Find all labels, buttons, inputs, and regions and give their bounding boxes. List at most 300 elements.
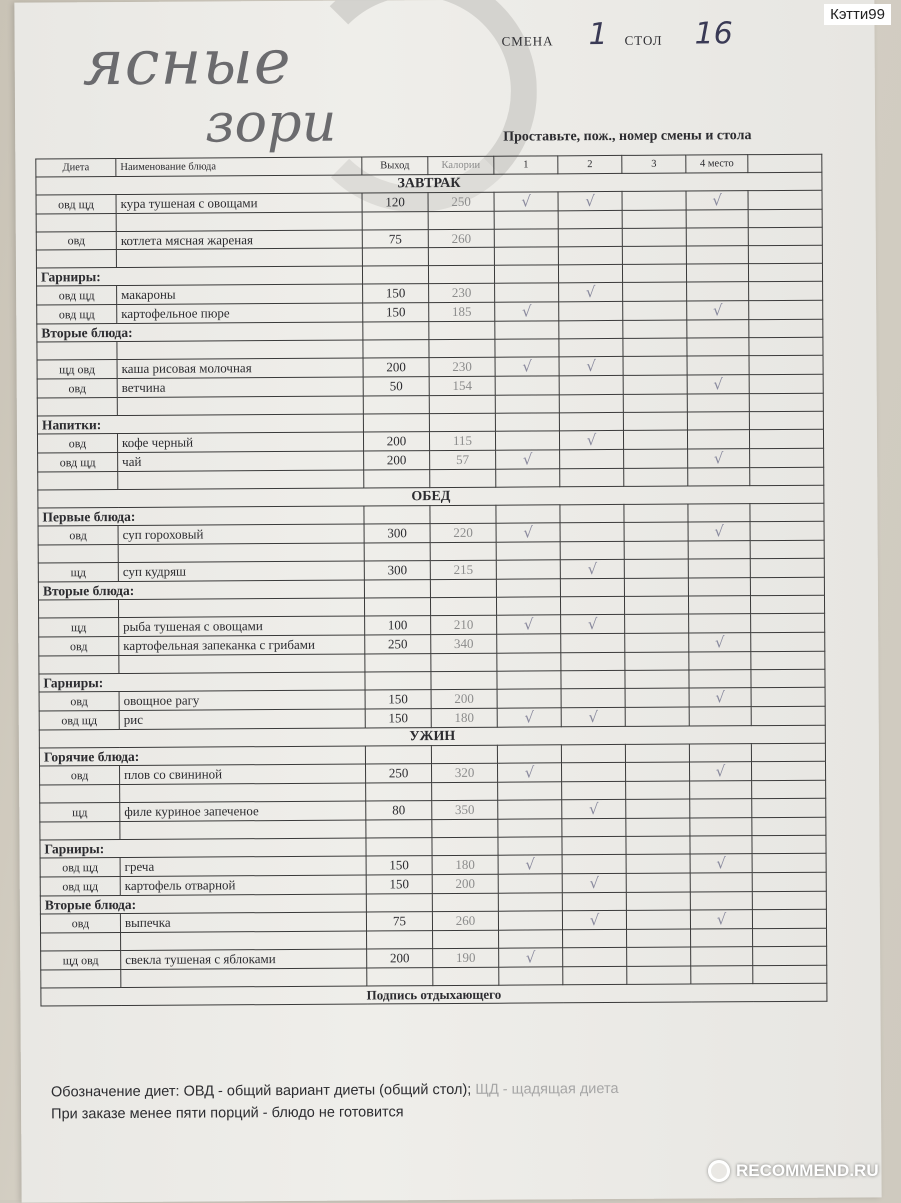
- menu-sheet: [14, 0, 881, 1203]
- empty-cell: [496, 469, 560, 487]
- empty-cell: [560, 596, 624, 614]
- header-seat-4: 4 место: [686, 155, 748, 173]
- seat-3-checkbox[interactable]: [626, 910, 690, 929]
- dish-name: картофельная запеканка с грибами: [119, 635, 365, 656]
- seat-2-checkbox[interactable]: √: [559, 356, 623, 375]
- empty-cell: [558, 246, 622, 264]
- dish-output: 150: [363, 303, 429, 322]
- empty-cell: [36, 214, 116, 232]
- seat-4-checkbox[interactable]: [688, 559, 750, 578]
- seat-4-checkbox[interactable]: √: [689, 688, 751, 707]
- dish-name: овощное рагу: [119, 690, 365, 711]
- seat-4-checkbox[interactable]: √: [689, 762, 751, 781]
- empty-cell: [365, 654, 431, 672]
- seat-2-checkbox[interactable]: √: [559, 430, 623, 449]
- empty-cell: [690, 781, 752, 799]
- dish-calories: 340: [431, 634, 497, 653]
- empty-cell: [751, 743, 825, 761]
- instruction-text: Проставьте, пож., номер смены и стола: [503, 128, 752, 145]
- seat-3-checkbox[interactable]: [625, 707, 689, 726]
- empty-cell: [750, 558, 824, 577]
- seat-2-checkbox[interactable]: [558, 228, 622, 246]
- empty-cell: [623, 412, 687, 430]
- seat-3-checkbox[interactable]: [627, 947, 691, 966]
- empty-cell: [687, 320, 749, 338]
- seat-4-checkbox[interactable]: √: [688, 522, 750, 541]
- empty-cell: [691, 929, 753, 947]
- empty-cell: [687, 338, 749, 356]
- header-extra: [748, 154, 822, 172]
- empty-cell: [690, 836, 752, 854]
- empty-cell: [40, 822, 120, 840]
- seat-1-checkbox[interactable]: [495, 431, 559, 450]
- empty-cell: [366, 894, 432, 912]
- dish-category-title: Первые блюда:: [38, 506, 364, 526]
- dish-diet: овд щд: [39, 711, 119, 730]
- empty-cell: [498, 782, 562, 800]
- dish-calories: 115: [429, 431, 495, 450]
- dish-diet: овд щд: [40, 877, 120, 896]
- empty-cell: [749, 281, 823, 300]
- seat-4-checkbox[interactable]: [687, 282, 749, 301]
- empty-cell: [428, 211, 494, 229]
- empty-cell: [40, 785, 120, 803]
- header-output: Выход: [362, 157, 428, 175]
- empty-cell: [749, 319, 823, 337]
- seat-2-checkbox[interactable]: [560, 522, 624, 541]
- empty-cell: [627, 966, 691, 984]
- dish-output: 300: [364, 524, 430, 543]
- empty-cell: [748, 263, 822, 281]
- seat-1-checkbox[interactable]: [494, 229, 558, 247]
- empty-cell: [365, 746, 431, 764]
- empty-cell: [626, 836, 690, 854]
- empty-cell: [622, 210, 686, 228]
- seat-3-checkbox[interactable]: [626, 799, 690, 818]
- dish-name: картофель отварной: [120, 875, 366, 896]
- dish-output: 120: [362, 193, 428, 212]
- seat-2-checkbox[interactable]: [561, 688, 625, 707]
- empty-cell: [749, 429, 823, 448]
- seat-3-checkbox[interactable]: [624, 559, 688, 578]
- empty-cell: [431, 653, 497, 671]
- dish-calories: 180: [431, 708, 497, 727]
- empty-cell: [752, 891, 826, 909]
- empty-cell: [748, 209, 822, 227]
- seat-4-checkbox[interactable]: √: [688, 449, 750, 468]
- seat-4-checkbox[interactable]: √: [689, 633, 751, 652]
- empty-cell: [751, 613, 825, 632]
- empty-cell: [752, 909, 826, 928]
- empty-cell: [494, 211, 558, 229]
- empty-cell: [753, 946, 827, 965]
- seat-1-checkbox[interactable]: [496, 560, 560, 579]
- empty-cell: [38, 472, 118, 490]
- seat-3-checkbox[interactable]: [622, 191, 686, 210]
- empty-cell: [365, 672, 431, 690]
- empty-cell: [363, 414, 429, 432]
- empty-cell: [561, 744, 625, 762]
- empty-cell: [749, 337, 823, 355]
- dish-output: 250: [366, 764, 432, 783]
- shift-value[interactable]: 1: [588, 17, 608, 53]
- meal-section-title: УЖИН: [39, 725, 825, 748]
- empty-cell: [429, 339, 495, 357]
- seat-2-checkbox[interactable]: [561, 633, 625, 652]
- seat-2-checkbox[interactable]: √: [558, 191, 622, 210]
- min-portions-note: При заказе менее пяти порций - блюдо не готовится: [51, 1104, 404, 1123]
- dish-diet: овд: [38, 526, 118, 545]
- dish-name: суп кудряш: [118, 561, 364, 582]
- empty-cell: [753, 965, 827, 983]
- header-diet: Диета: [36, 159, 116, 177]
- dish-calories: 230: [429, 357, 495, 376]
- empty-cell: [117, 396, 363, 416]
- empty-cell: [561, 670, 625, 688]
- empty-cell: [429, 321, 495, 339]
- dish-output: 200: [367, 949, 433, 968]
- dish-diet: овд: [36, 232, 116, 250]
- diet-legend-main: Обозначение диет: ОВД - общий вариант диеты (общий стол);: [50, 1081, 472, 1101]
- seat-4-checkbox[interactable]: √: [687, 375, 749, 394]
- seat-2-checkbox[interactable]: √: [561, 614, 625, 633]
- dish-diet: щд: [40, 803, 120, 822]
- dish-diet: овд щд: [37, 305, 117, 324]
- empty-cell: [750, 521, 824, 540]
- empty-cell: [120, 820, 366, 840]
- seat-1-checkbox[interactable]: √: [497, 708, 561, 727]
- empty-cell: [117, 340, 363, 360]
- empty-cell: [363, 322, 429, 340]
- seat-1-checkbox[interactable]: √: [495, 357, 559, 376]
- dish-calories: 250: [428, 192, 494, 211]
- seat-2-checkbox[interactable]: [562, 854, 626, 873]
- dish-name: кура тушеная с овощами: [116, 193, 362, 214]
- empty-cell: [430, 579, 496, 597]
- dish-diet: овд: [39, 692, 119, 711]
- header-dish: Наименование блюда: [116, 157, 362, 177]
- empty-cell: [751, 669, 825, 687]
- empty-cell: [499, 967, 563, 985]
- empty-cell: [497, 653, 561, 671]
- empty-cell: [432, 837, 498, 855]
- dish-diet: овд: [40, 914, 120, 933]
- empty-cell: [687, 412, 749, 430]
- table-number-value[interactable]: 16: [694, 16, 733, 52]
- dish-name: котлета мясная жареная: [116, 230, 362, 250]
- empty-cell: [432, 819, 498, 837]
- empty-cell: [750, 595, 824, 613]
- empty-cell: [121, 968, 367, 988]
- seat-2-checkbox[interactable]: [563, 947, 627, 966]
- empty-cell: [494, 265, 558, 283]
- empty-cell: [627, 929, 691, 947]
- empty-cell: [36, 250, 116, 268]
- empty-cell: [496, 597, 560, 615]
- empty-cell: [623, 338, 687, 356]
- dish-calories: 190: [433, 948, 499, 967]
- dish-output: 150: [366, 856, 432, 875]
- seat-1-checkbox[interactable]: √: [497, 763, 561, 782]
- dish-calories: 260: [428, 229, 494, 247]
- dish-output: 80: [366, 801, 432, 820]
- empty-cell: [496, 542, 560, 560]
- empty-cell: [496, 579, 560, 597]
- empty-cell: [495, 413, 559, 431]
- dish-calories: 200: [432, 874, 498, 893]
- empty-cell: [558, 210, 622, 228]
- empty-cell: [431, 671, 497, 689]
- dish-calories: 350: [432, 800, 498, 819]
- empty-cell: [433, 930, 499, 948]
- seat-1-checkbox[interactable]: √: [499, 948, 563, 967]
- seat-4-checkbox[interactable]: [687, 356, 749, 375]
- empty-cell: [625, 744, 689, 762]
- seat-4-checkbox[interactable]: [690, 873, 752, 892]
- dish-name: свекла тушеная с яблоками: [121, 949, 367, 970]
- dish-calories: 260: [432, 911, 498, 930]
- empty-cell: [560, 578, 624, 596]
- dish-name: рис: [119, 709, 365, 730]
- seat-1-checkbox[interactable]: √: [496, 523, 560, 542]
- empty-cell: [691, 966, 753, 984]
- empty-cell: [428, 247, 494, 265]
- dish-diet: овд щд: [37, 286, 117, 305]
- empty-cell: [366, 838, 432, 856]
- seat-2-checkbox[interactable]: [561, 762, 625, 781]
- empty-cell: [559, 320, 623, 338]
- seat-1-checkbox[interactable]: √: [496, 450, 560, 469]
- empty-cell: [362, 248, 428, 266]
- empty-cell: [121, 931, 367, 951]
- empty-cell: [624, 596, 688, 614]
- header-calories: Калории: [428, 156, 494, 174]
- empty-cell: [753, 928, 827, 946]
- empty-cell: [750, 448, 824, 467]
- empty-cell: [750, 467, 824, 485]
- header-seat-1: 1: [494, 156, 558, 174]
- empty-cell: [686, 246, 748, 264]
- dish-output: 75: [362, 230, 428, 248]
- empty-cell: [752, 798, 826, 817]
- empty-cell: [499, 930, 563, 948]
- empty-cell: [430, 505, 496, 523]
- seat-1-checkbox[interactable]: √: [495, 302, 559, 321]
- dish-name: выпечка: [120, 912, 366, 933]
- seat-2-checkbox[interactable]: √: [561, 707, 625, 726]
- dish-category-title: Горячие блюда:: [39, 746, 365, 766]
- empty-cell: [622, 246, 686, 264]
- dish-diet: овд щд: [36, 195, 116, 214]
- empty-cell: [364, 598, 430, 616]
- empty-cell: [429, 395, 495, 413]
- empty-cell: [116, 248, 362, 268]
- seat-1-checkbox[interactable]: [498, 911, 562, 930]
- empty-cell: [688, 504, 750, 522]
- seat-2-checkbox[interactable]: [560, 449, 624, 468]
- empty-cell: [364, 580, 430, 598]
- seat-2-checkbox[interactable]: [559, 375, 623, 394]
- dish-output: 75: [366, 912, 432, 931]
- empty-cell: [625, 670, 689, 688]
- dish-diet: щд: [39, 618, 119, 637]
- empty-cell: [118, 470, 364, 490]
- diet-legend: [51, 1081, 619, 1100]
- empty-cell: [560, 504, 624, 522]
- seat-2-checkbox[interactable]: √: [559, 282, 623, 301]
- seat-1-checkbox[interactable]: [498, 874, 562, 893]
- seat-4-checkbox[interactable]: [691, 947, 753, 966]
- signature-label: Подпись отдыхающего: [41, 983, 827, 1006]
- empty-cell: [559, 338, 623, 356]
- empty-cell: [748, 190, 822, 209]
- empty-cell: [38, 600, 118, 618]
- seat-3-checkbox[interactable]: [626, 854, 690, 873]
- seat-2-checkbox[interactable]: √: [562, 799, 626, 818]
- empty-cell: [431, 745, 497, 763]
- seat-2-checkbox[interactable]: √: [562, 910, 626, 929]
- seat-3-checkbox[interactable]: [623, 301, 687, 320]
- empty-cell: [41, 933, 121, 951]
- meal-section-title: ЗАВТРАК: [36, 172, 822, 195]
- dish-name: кофе черный: [117, 432, 363, 453]
- seat-1-checkbox[interactable]: [497, 689, 561, 708]
- empty-cell: [752, 853, 826, 872]
- shift-label: СМЕНА: [501, 33, 554, 49]
- dish-category-title: Гарниры:: [40, 838, 366, 858]
- seat-3-checkbox[interactable]: [623, 375, 687, 394]
- empty-cell: [622, 264, 686, 282]
- empty-cell: [364, 543, 430, 561]
- empty-cell: [749, 393, 823, 411]
- seat-2-checkbox[interactable]: [559, 301, 623, 320]
- diet-legend-faint: ЩД - щадящая диета: [471, 1080, 619, 1098]
- dish-category-title: Вторые блюда:: [38, 580, 364, 600]
- empty-cell: [689, 744, 751, 762]
- seat-3-checkbox[interactable]: [625, 633, 689, 652]
- seat-3-checkbox[interactable]: [625, 762, 689, 781]
- empty-cell: [562, 892, 626, 910]
- seat-4-checkbox[interactable]: √: [690, 910, 752, 929]
- empty-cell: [751, 687, 825, 706]
- empty-cell: [689, 670, 751, 688]
- dish-diet: овд: [40, 766, 120, 785]
- empty-cell: [498, 837, 562, 855]
- dish-diet: овд: [39, 637, 119, 656]
- empty-cell: [563, 966, 627, 984]
- empty-cell: [559, 394, 623, 412]
- empty-cell: [118, 543, 364, 563]
- recommend-logo: [708, 1160, 879, 1182]
- seat-3-checkbox[interactable]: [626, 873, 690, 892]
- seat-1-checkbox[interactable]: √: [494, 192, 558, 211]
- seat-3-checkbox[interactable]: [625, 688, 689, 707]
- empty-cell: [495, 321, 559, 339]
- empty-cell: [367, 931, 433, 949]
- dish-name: рыба тушеная с овощами: [119, 616, 365, 637]
- seat-1-checkbox[interactable]: [498, 800, 562, 819]
- empty-cell: [496, 505, 560, 523]
- seat-3-checkbox[interactable]: [623, 282, 687, 301]
- empty-cell: [750, 540, 824, 558]
- empty-cell: [37, 398, 117, 416]
- empty-cell: [749, 374, 823, 393]
- seat-3-checkbox[interactable]: [623, 430, 687, 449]
- dish-output: 200: [363, 358, 429, 377]
- dish-calories: 220: [430, 523, 496, 542]
- dish-output: 150: [366, 875, 432, 894]
- seat-1-checkbox[interactable]: [497, 634, 561, 653]
- empty-cell: [429, 413, 495, 431]
- seat-3-checkbox[interactable]: [624, 522, 688, 541]
- empty-cell: [750, 577, 824, 595]
- seat-4-checkbox[interactable]: √: [687, 301, 749, 320]
- empty-cell: [623, 394, 687, 412]
- empty-cell: [116, 212, 362, 232]
- dish-output: 250: [365, 635, 431, 654]
- seat-4-checkbox[interactable]: [689, 614, 751, 633]
- dish-calories: 230: [429, 283, 495, 302]
- empty-cell: [751, 651, 825, 669]
- seat-4-checkbox[interactable]: [686, 228, 748, 246]
- dish-name: картофельное пюре: [117, 303, 363, 324]
- dish-name: ветчина: [117, 377, 363, 398]
- empty-cell: [494, 247, 558, 265]
- dish-name: суп гороховый: [118, 524, 364, 545]
- menu-table: [35, 154, 827, 1007]
- dish-category-title: Гарниры:: [36, 266, 362, 286]
- empty-cell: [119, 654, 365, 674]
- signature-row: [41, 983, 827, 1006]
- empty-cell: [688, 541, 750, 559]
- dish-diet: овд щд: [40, 858, 120, 877]
- seat-2-checkbox[interactable]: √: [560, 559, 624, 578]
- empty-cell: [120, 783, 366, 803]
- seat-4-checkbox[interactable]: [687, 430, 749, 449]
- empty-cell: [559, 412, 623, 430]
- dish-name: макароны: [117, 284, 363, 305]
- empty-cell: [752, 835, 826, 853]
- seat-2-checkbox[interactable]: √: [562, 873, 626, 892]
- seat-3-checkbox[interactable]: [624, 449, 688, 468]
- seat-4-checkbox[interactable]: √: [686, 191, 748, 210]
- dish-calories: 200: [431, 689, 497, 708]
- dish-output: 100: [365, 616, 431, 635]
- empty-cell: [432, 782, 498, 800]
- seat-1-checkbox[interactable]: √: [497, 615, 561, 634]
- empty-cell: [558, 264, 622, 282]
- empty-cell: [686, 264, 748, 282]
- seat-4-checkbox[interactable]: √: [690, 854, 752, 873]
- seat-3-checkbox[interactable]: [625, 614, 689, 633]
- empty-cell: [752, 872, 826, 891]
- empty-cell: [430, 542, 496, 560]
- empty-cell: [748, 245, 822, 263]
- seat-4-checkbox[interactable]: [689, 707, 751, 726]
- seat-1-checkbox[interactable]: [495, 376, 559, 395]
- logo-text-line2: зори: [204, 90, 337, 155]
- dish-diet: щд: [38, 563, 118, 582]
- seat-4-checkbox[interactable]: [690, 799, 752, 818]
- seat-1-checkbox[interactable]: √: [498, 855, 562, 874]
- empty-cell: [38, 545, 118, 563]
- seat-3-checkbox[interactable]: [623, 356, 687, 375]
- empty-cell: [366, 820, 432, 838]
- seat-3-checkbox[interactable]: [622, 228, 686, 246]
- empty-cell: [428, 265, 494, 283]
- seat-1-checkbox[interactable]: [495, 283, 559, 302]
- empty-cell: [749, 411, 823, 429]
